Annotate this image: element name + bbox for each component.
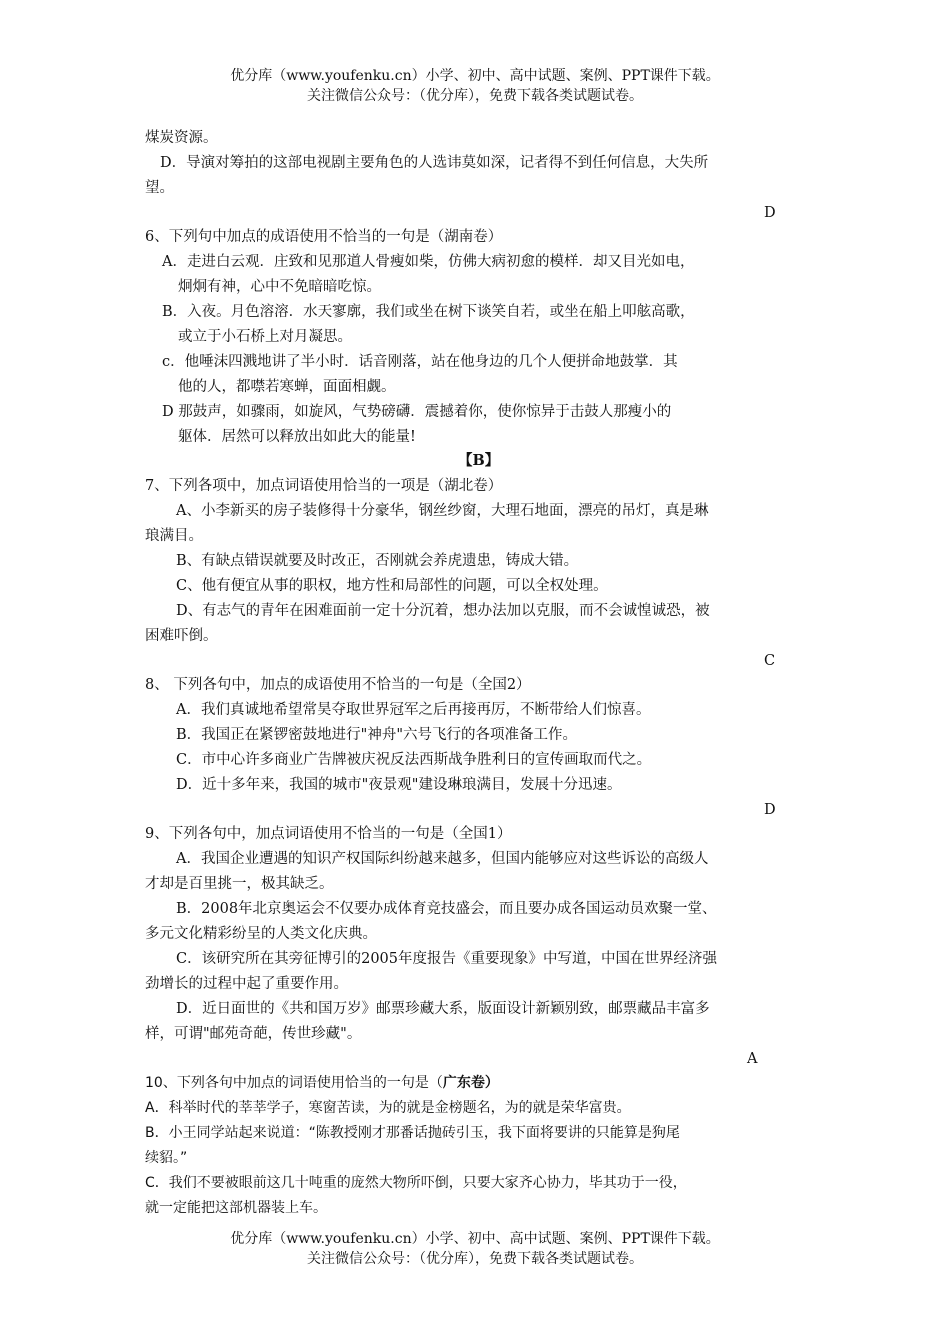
q6-option-b-2: 或立于小石桥上对月凝思。	[178, 329, 352, 345]
q6-option-c-2: 他的人，都噤若寒蝉，面面相觑。	[178, 379, 396, 395]
q8-stem: 8、 下列各句中，加点的成语使用不恰当的一句是（全国2）	[145, 677, 531, 693]
q6-answer: 【B】	[458, 452, 500, 469]
q9-option-c-1: C．该研究所在其旁征博引的2005年度报告《重要现象》中写道，中国在世界经济强	[176, 951, 717, 967]
q8-option-c: C．市中心许多商业广告牌被庆祝反法西斯战争胜利日的宣传画取而代之。	[176, 752, 652, 768]
q10-option-b-2: 续貂。”	[145, 1150, 188, 1166]
q8-option-b: B．我国正在紧锣密鼓地进行"神舟"六号飞行的各项准备工作。	[176, 727, 577, 743]
q9-stem: 9、下列各句中，加点词语使用不恰当的一句是（全国1）	[145, 826, 512, 842]
q7-option-b: B、有缺点错误就要及时改正，否刚就会养虎遗患，铸成大错。	[176, 553, 579, 569]
q7-option-d-1: D、有志气的青年在困难面前一定十分沉着，想办法加以克服，而不会诚惶诚恐，被	[176, 603, 710, 619]
q6-option-a-2: 炯炯有神，心中不免暗暗吃惊。	[178, 279, 381, 295]
q7-stem: 7、下列各项中，加点词语使用恰当的一项是（湖北卷）	[145, 478, 503, 494]
q10-option-a: A．科举时代的莘莘学子，寒窗苦读，为的就是金榜题名，为的就是荣华富贵。	[145, 1100, 631, 1116]
footer-line-2: 关注微信公众号：（优分库），免费下载各类试题试卷。	[307, 1251, 643, 1267]
q6-option-c-1: c．他唾沫四溅地讲了半小时．话音刚落，站在他身边的几个人便拼命地鼓掌．其	[162, 354, 678, 370]
header-line-1: 优分库（www.youfenku.cn）小学、初中、高中试题、案例、PPT课件下载。	[230, 68, 720, 84]
q9-option-a-1: A．我国企业遭遇的知识产权国际纠纷越来越多，但国内能够应对这些诉讼的高级人	[176, 851, 709, 867]
q9-answer: A	[747, 1051, 758, 1067]
q6-option-a-1: A．走进白云观．庄致和见那道人骨瘦如柴，仿佛大病初愈的模样．却又目光如电，	[162, 254, 695, 270]
q8-answer: D	[764, 802, 776, 818]
q5-answer: D	[764, 205, 776, 221]
q8-option-a: A．我们真诚地希望常昊夺取世界冠军之后再接再厉，不断带给人们惊喜。	[176, 702, 651, 718]
q5-option-d-2: 望。	[145, 180, 174, 196]
q9-option-d-2: 样，可谓"邮苑奇葩，传世珍藏"。	[145, 1026, 362, 1042]
q6-option-d-2: 躯体．居然可以释放出如此大的能量!	[178, 429, 416, 445]
q6-stem: 6、下列句中加点的成语使用不恰当的一句是（湖南卷）	[145, 229, 503, 245]
q5-option-d-1: D．导演对筹拍的这部电视剧主要角色的人选讳莫如深，记者得不到任何信息，大失所	[160, 155, 709, 171]
q7-answer: C	[764, 653, 776, 669]
q7-option-a-1: A、小李新买的房子装修得十分豪华，钢丝纱窗，大理石地面，漂亮的吊灯，真是琳	[176, 503, 709, 519]
q10-option-c-2: 就一定能把这部机器装上车。	[145, 1200, 327, 1216]
q7-option-d-2: 困难吓倒。	[145, 628, 218, 644]
q7-option-c: C、他有便宜从事的职权，地方性和局部性的问题，可以全权处理。	[176, 578, 608, 594]
header-line-2: 关注微信公众号：（优分库），免费下载各类试题试卷。	[307, 88, 643, 104]
q6-option-d-1: D 那鼓声，如骤雨，如旋风，气势磅礴．震撼着你，使你惊异于击鼓人那瘦小的	[162, 404, 672, 420]
q5-line-0: 煤炭资源。	[145, 130, 218, 146]
q10-option-c-1: C．我们不要被眼前这几十吨重的庞然大物所吓倒，只要大家齐心协力，毕其功于一役，	[145, 1175, 687, 1191]
q9-option-c-2: 劲增长的过程中起了重要作用。	[145, 976, 348, 992]
q9-option-d-1: D．近日面世的《共和国万岁》邮票珍藏大系，版面设计新颖别致，邮票藏品丰富多	[176, 1001, 710, 1017]
q10-stem-text: 10、下列各句中加点的词语使用恰当的一句是（	[145, 1075, 443, 1091]
q10-stem-source: 广东卷）	[442, 1075, 499, 1091]
q10-stem	[145, 1073, 499, 1093]
q6-option-b-1: B．入夜。月色溶溶．水天寥廓，我们或坐在树下谈笑自若，或坐在船上叩舷高歌，	[162, 304, 695, 320]
q9-option-b-1: B．2008年北京奥运会不仅要办成体育竞技盛会，而且要办成各国运动员欢聚一堂、	[176, 901, 717, 917]
q9-option-a-2: 才却是百里挑一，极其缺乏。	[145, 876, 334, 892]
q8-option-d: D．近十多年来，我国的城市"夜景观"建设琳琅满目，发展十分迅速。	[176, 777, 622, 793]
q10-option-b-1: B．小王同学站起来说道：“陈教授刚才那番话抛砖引玉，我下面将要讲的只能算是狗尾	[145, 1125, 680, 1141]
footer-line-1: 优分库（www.youfenku.cn）小学、初中、高中试题、案例、PPT课件下载。	[230, 1231, 720, 1247]
q9-option-b-2: 多元文化精彩纷呈的人类文化庆典。	[145, 926, 377, 942]
q7-option-a-2: 琅满目。	[145, 528, 203, 544]
